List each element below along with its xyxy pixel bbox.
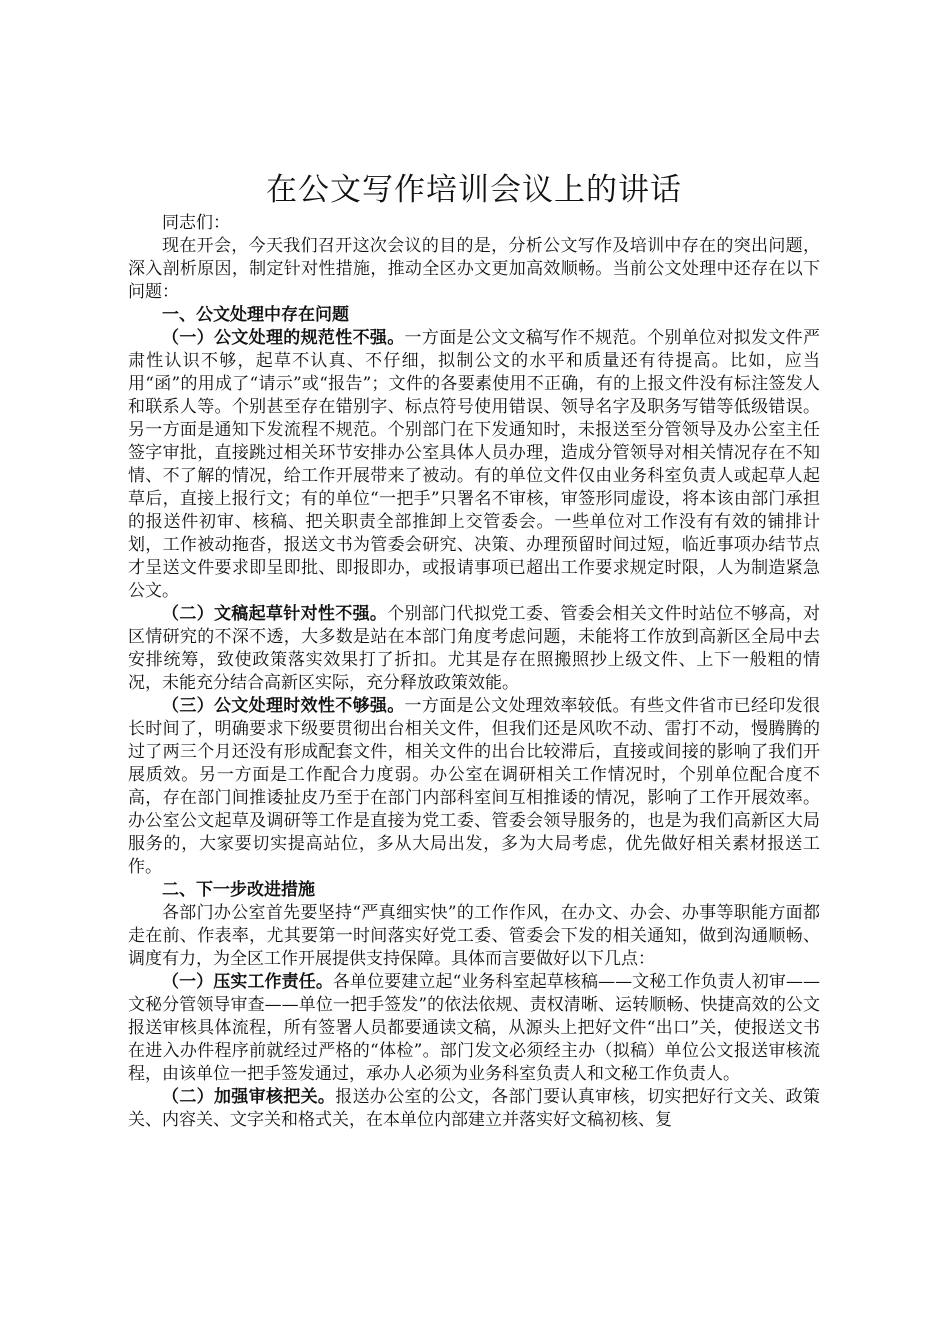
measure-item-1-lead: （一）压实工作责任。 xyxy=(162,972,333,992)
problem-item-1-lead: （一）公文处理的规范性不强。 xyxy=(162,328,405,348)
problem-item-3-lead: （三）公文处理时效性不够强。 xyxy=(162,696,405,716)
problem-item-3 xyxy=(128,695,820,879)
problem-item-1 xyxy=(128,327,820,603)
measure-item-2 xyxy=(128,1086,820,1132)
measure-item-1 xyxy=(128,971,820,1086)
measures-intro-paragraph: 各部门办公室首先要坚持“严真细实快”的工作作风，在办文、办会、办事等职能方面都走在前、作表率，尤其要第一时间落实好党工委、管委会下发的相关通知，做到沟通顺畅、调度有力，为全区工作开展提供支持保障。具体而言要做好以下几点： xyxy=(128,903,820,969)
document-page xyxy=(128,168,820,1132)
measure-item-2-text: 报送办公室的公文，各部门要认真审核，切实把好行文关、政策关、内容关、文字关和格式关，在本单位内部建立并落实好文稿初核、复 xyxy=(128,1087,821,1130)
problem-item-1-text: 一方面是公文文稿写作不规范。个别单位对拟发文件严肃性认识不够，起草不认真、不仔细，拟制公文的水平和质量还有待提高。比如，应当用“函”的用成了“请示”或“报告”；文件的各要素使用不正确，有的上报文件没有标注签发人和联系人等。个别甚至存在错别字、标点符号使用错误、领导名字及职务写错等低级错误。另一方面是通知下发流程不规范。个别部门在下发通知时，未报送至分管领导及办公室主任签字审批，直接跳过相关环节安排办公室具体人员办理，造成分管领导对相关情况存在不知情、不了解的情况，给工作开展带来了被动。有的单位文件仅由业务科室负责人或起草人起草后，直接上报行文；有的单位“一把手”只署名不审核，审签形同虚设，将本该由部门承担的报送件初审、核稿、把关职责全部推卸上交管委会。一些单位对工作没有有效的铺排计划，工作被动拖沓，报送文书为管委会研究、决策、办理预留时间过短，临近事项办结节点才呈送文件要求即呈即批、即报即办，或报请事项已超出工作要求规定时限，人为制造紧急公文。 xyxy=(128,328,821,601)
salutation: 同志们： xyxy=(162,213,230,233)
problem-item-2-text: 个别部门代拟党工委、管委会相关文件时站位不够高，对区情研究的不深不透，大多数是站在本部门角度考虑问题，未能将工作放到高新区全局中去安排统筹，致使政策落实效果打了折扣。尤其是存在照搬照抄上级文件、上下一般粗的情况，未能充分结合高新区实际，充分释放政策效能。 xyxy=(128,604,821,693)
problem-item-2-lead: （二）文稿起草针对性不强。 xyxy=(162,604,388,624)
section-heading-problems: 一、公文处理中存在问题 xyxy=(162,305,349,325)
section-heading-measures: 二、下一步改进措施 xyxy=(162,880,315,900)
intro-paragraph: 现在开会，今天我们召开这次会议的目的是，分析公文写作及培训中存在的突出问题，深入剖析原因，制定针对性措施，推动全区办文更加高效顺畅。当前公文处理中还存在以下问题： xyxy=(128,236,820,302)
document-title: 在公文写作培训会议上的讲话 xyxy=(266,172,682,208)
measure-item-2-lead: （二）加强审核把关。 xyxy=(162,1087,336,1107)
problem-item-2 xyxy=(128,603,820,695)
problem-item-3-text: 一方面是公文处理效率较低。有些文件省市已经印发很长时间了，明确要求下级要贯彻出台相关文件，但我们还是风吹不动、雷打不动，慢腾腾的过了两三个月还没有形成配套文件，相关文件的出台比较滞后，直接或间接的影响了我们开展质效。另一方面是工作配合力度弱。办公室在调研相关工作情况时，个别单位配合度不高，存在部门间推诿扯皮乃至于在部门内部科室间互相推诿的情况，影响了工作开展效率。办公室公文起草及调研等工作是直接为党工委、管委会领导服务的，也是为我们高新区大局服务的，大家要切实提高站位，多从大局出发，多为大局考虑，优先做好相关素材报送工作。 xyxy=(128,696,821,877)
measure-item-1-text: 各单位要建立起“业务科室起草核稿——文秘工作负责人初审——文秘分管领导审查——单位一把手签发”的依法依规、责权清晰、运转顺畅、快捷高效的公文报送审核具体流程，所有签署人员都要通读文稿，从源头上把好文件“出口”关，使报送文书在进入办件程序前就经过严格的“体检”。部门发文必须经主办（拟稿）单位公文报送审核流程，由该单位一把手签发通过，承办人必须为业务科室负责人和文秘工作负责人。 xyxy=(128,972,820,1084)
